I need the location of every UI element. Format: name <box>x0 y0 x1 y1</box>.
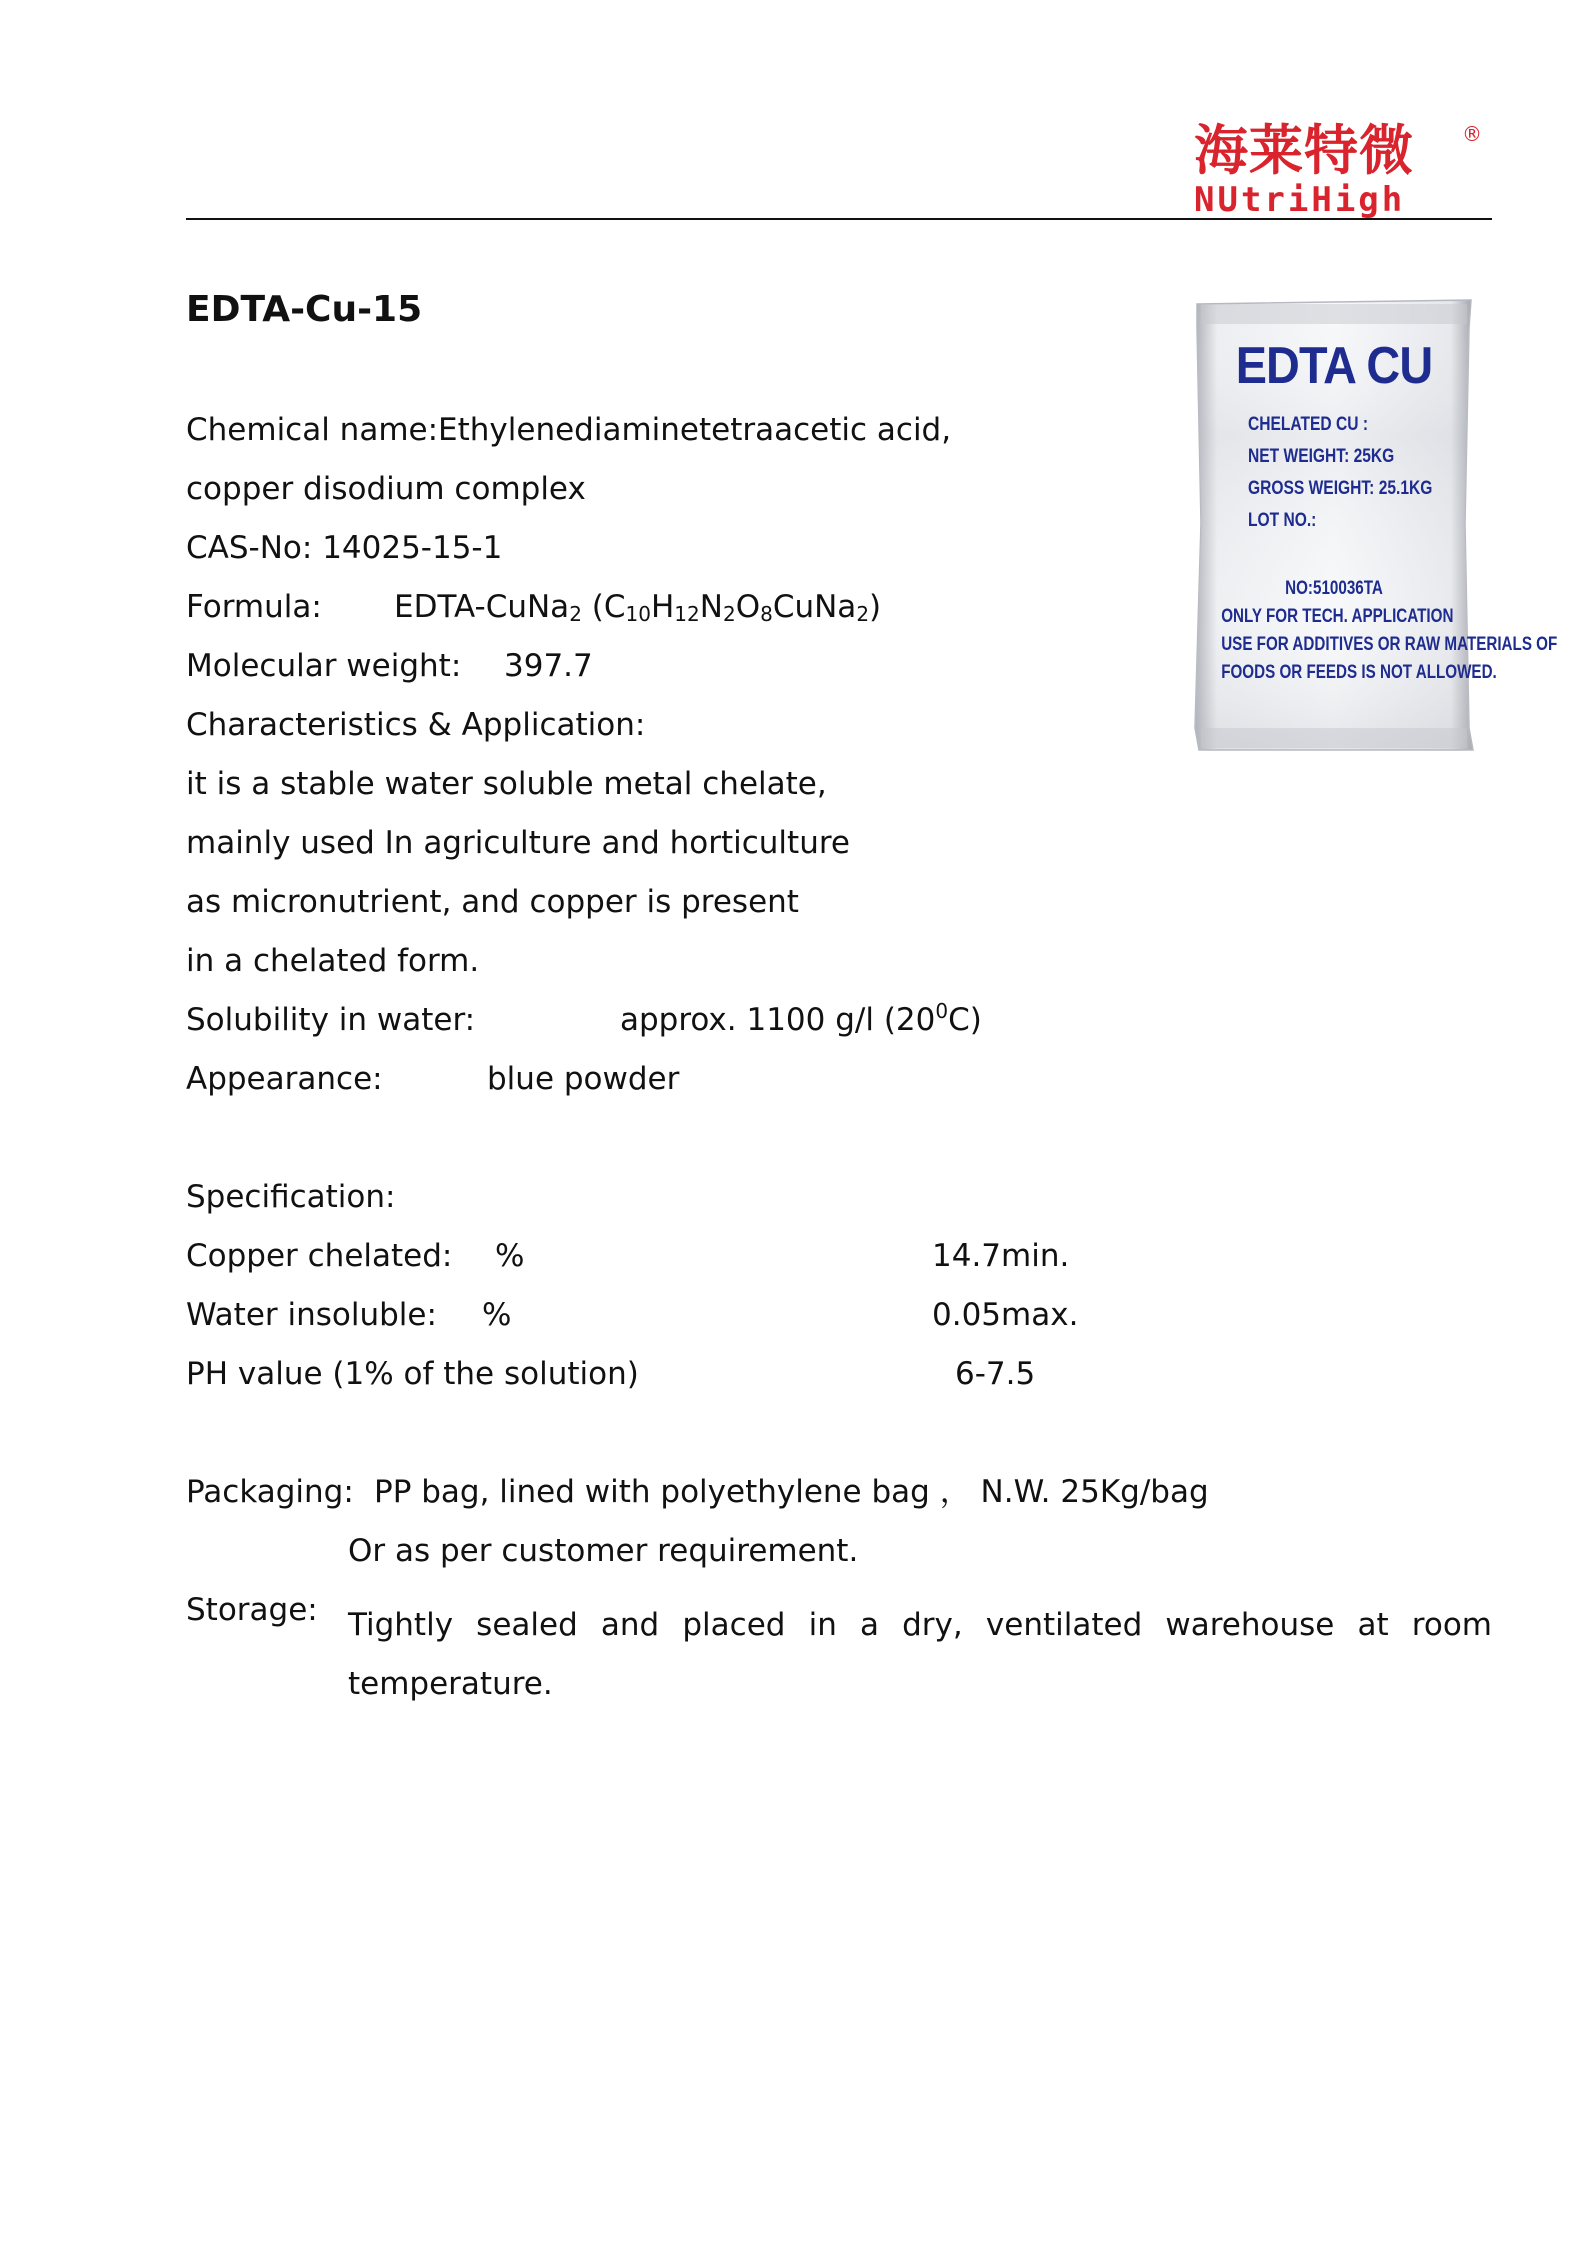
formula-sub: 2 <box>856 602 870 626</box>
solubility-line <box>186 999 982 1040</box>
logo-english-text: NUtriHigh <box>1194 180 1406 220</box>
formula-sub: 10 <box>625 602 651 626</box>
characteristics-text-line: in a chelated form. <box>186 943 480 979</box>
formula-label: Formula: <box>186 589 322 625</box>
formula-line <box>186 587 882 627</box>
formula-part: N <box>699 589 723 625</box>
specification-label: Specification: <box>186 1179 396 1215</box>
storage-text: Tightly sealed and placed in a dry, ventilated warehouse at room temperature. <box>348 1607 1492 1702</box>
product-title: EDTA-Cu-15 <box>186 289 423 330</box>
formula-sub: 2 <box>722 602 736 626</box>
chemical-name-value: Ethylenediaminetetraacetic acid, <box>438 412 952 448</box>
formula-part: CuNa <box>772 589 857 625</box>
spec-unit: % <box>495 1238 525 1274</box>
bag-line: GROSS WEIGHT: 25.1KG <box>1248 478 1433 499</box>
spec-value: 0.05max. <box>932 1297 1079 1333</box>
formula-name: EDTA-CuNa <box>394 589 570 625</box>
storage-label: Storage: <box>186 1592 318 1628</box>
chemical-name-line2: copper disodium complex <box>186 471 586 507</box>
bag-line: CHELATED CU : <box>1248 414 1369 435</box>
bag-center-line: ONLY FOR TECH. APPLICATION <box>1221 606 1454 627</box>
molecular-weight-label: Molecular weight: <box>186 648 462 684</box>
product-bag-image <box>1193 298 1558 753</box>
formula-name-sub: 2 <box>569 602 582 626</box>
bag-center-line: USE FOR ADDITIVES OR RAW MATERIALS OF <box>1221 634 1558 655</box>
brand-logo <box>1190 120 1480 220</box>
registered-mark: ® <box>1462 122 1482 146</box>
spec-row <box>186 1354 1036 1394</box>
solubility-value-suffix: C) <box>948 1002 982 1038</box>
spec-name: Copper chelated: <box>186 1238 453 1274</box>
packaging-label: Packaging: <box>186 1474 354 1510</box>
formula-part: C <box>603 589 626 625</box>
formula-value: EDTA-CuNa$_2$ $(C_{10}H_{12}N_2O_8CuNa_2)$ <box>394 589 882 626</box>
packaging-value: PP bag, lined with polyethylene bag ， N.W. 25Kg/bag <box>374 1474 1209 1510</box>
cas-value: 14025-15-1 <box>322 530 503 566</box>
formula-part: O <box>735 589 761 625</box>
solubility-value <box>620 1000 982 1040</box>
solubility-label: Solubility in water: <box>186 1002 476 1038</box>
chemical-name-line <box>186 410 951 450</box>
packaging-line <box>186 1472 1209 1512</box>
chemical-name-label: Chemical name: <box>186 412 439 448</box>
spec-value: 6-7.5 <box>955 1356 1036 1392</box>
bag-center-line: NO:510036TA <box>1285 578 1383 599</box>
appearance-label: Appearance: <box>186 1061 383 1097</box>
appearance-value: blue powder <box>487 1061 680 1097</box>
cas-label: CAS-No: <box>186 530 313 566</box>
spec-row <box>186 1236 1070 1276</box>
formula-sub: 12 <box>674 602 700 626</box>
logo-chinese-text: 海莱特微 <box>1194 119 1414 182</box>
characteristics-label: Characteristics & Application: <box>186 707 646 743</box>
bag-center-line: FOODS OR FEEDS IS NOT ALLOWED. <box>1221 662 1497 683</box>
molecular-weight-line <box>186 646 593 686</box>
characteristics-text-line: as micronutrient, and copper is present <box>186 884 799 920</box>
spec-row <box>186 1295 1079 1335</box>
characteristics-text-line: mainly used In agriculture and horticulture <box>186 825 850 861</box>
spec-name: PH value (1% of the solution) <box>186 1356 639 1392</box>
appearance-line <box>186 1059 680 1099</box>
solubility-value-prefix: approx. 1100 g/l (20 <box>620 1002 936 1038</box>
molecular-weight-value: 397.7 <box>504 648 593 684</box>
formula-sub: 8 <box>760 602 773 626</box>
bag-title: EDTA CU <box>1235 337 1433 395</box>
header-divider <box>186 218 1492 220</box>
solubility-degree: 0 <box>935 999 949 1023</box>
packaging-line2: Or as per customer requirement. <box>348 1533 859 1569</box>
bag-line: NET WEIGHT: 25KG <box>1248 446 1395 467</box>
cas-line <box>186 528 502 568</box>
characteristics-text-line: it is a stable water soluble metal chelate, <box>186 766 827 802</box>
spec-name: Water insoluble: <box>186 1297 437 1333</box>
bag-line: LOT NO.: <box>1248 510 1317 531</box>
formula-part: H <box>650 589 675 625</box>
spec-value: 14.7min. <box>932 1238 1070 1274</box>
spec-unit: % <box>482 1297 512 1333</box>
